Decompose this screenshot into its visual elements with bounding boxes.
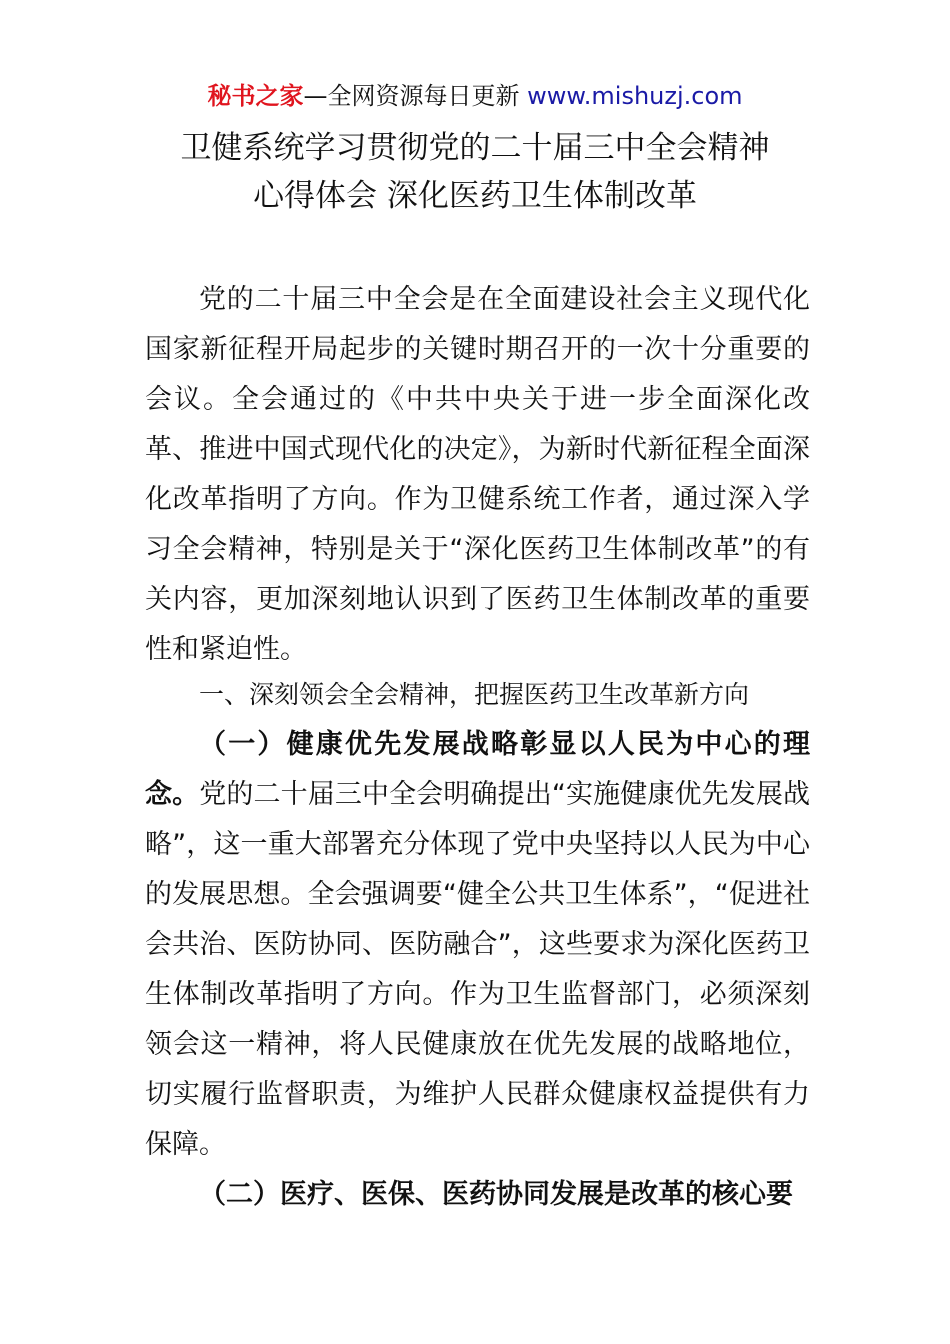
subsection-1-body: 党的二十届三中全会明确提出“实施健康优先发展战略”，这一重大部署充分体现了党中央坚持以人民为中心的发展思想。全会强调要“健全公共卫生体系”，“促进社会共治、医防协同、医防融合”，这些要求为深化医药卫生体制改革指明了方向。作为卫生监督部门，必须深刻领会这一精神，将人民健康放在优先发展的战略地位，切实履行监督职责，为维护人民群众健康权益提供有力保障。 — [145, 779, 810, 1160]
document-title-line-2: 心得体会 深化医药卫生体制改革 — [253, 178, 697, 214]
site-url-link[interactable]: www.mishuzj.com — [527, 82, 743, 110]
section-1-heading: 一、深刻领会全会精神，把握医药卫生改革新方向 — [199, 680, 750, 709]
site-header — [0, 80, 950, 112]
document-title-line-1: 卫健系统学习贯彻党的二十届三中全会精神 — [180, 130, 770, 166]
subsection-2-heading: （二）医疗、医保、医药协同发展是改革的核心要 — [199, 1179, 793, 1210]
brand-name: 秘书之家 — [207, 82, 304, 110]
subsection-1-paragraph — [145, 720, 810, 1170]
header-tagline: —全网资源每日更新 — [303, 82, 528, 110]
intro-paragraph: 党的二十届三中全会是在全面建设社会主义现代化国家新征程开局起步的关键时期召开的一次十分重要的会议。全会通过的《中共中央关于进一步全面深化改革、推进中国式现代化的决定》，为新时代新征程全面深化改革指明了方向。作为卫健系统工作者，通过深入学习全会精神，特别是关于“深化医药卫生体制改革”的有关内容，更加深刻地认识到了医药卫生体制改革的重要性和紧迫性。 — [145, 284, 810, 665]
subsection-1-heading: （一）健康优先发展战略彰显以人民为中心的理念。 — [145, 729, 810, 810]
